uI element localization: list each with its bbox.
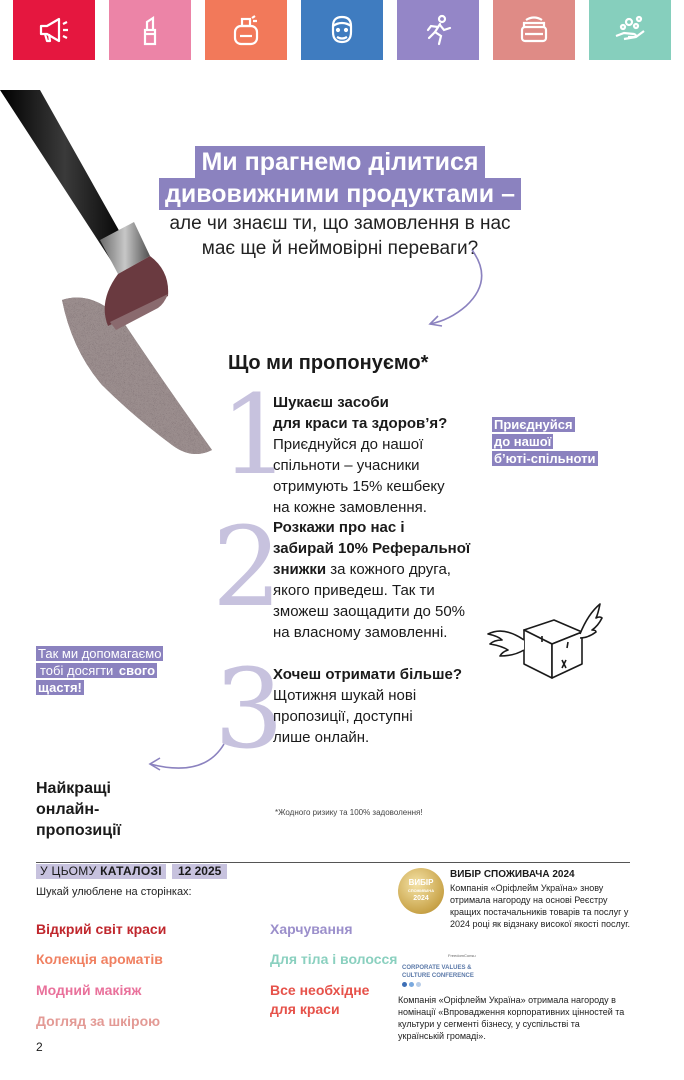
headline-line-1: Ми прагнемо ділитися bbox=[195, 146, 484, 178]
divider bbox=[36, 862, 630, 863]
category-link-beauty-essentials[interactable]: Все необхідне для краси bbox=[270, 982, 370, 1017]
tab-fragrance[interactable] bbox=[205, 0, 287, 60]
headline-sub-2: має ще й неймовірні переваги? bbox=[201, 238, 479, 259]
category-link-body-hair[interactable]: Для тіла і волосся bbox=[270, 951, 398, 967]
megaphone-icon bbox=[36, 12, 72, 48]
tab-skincare[interactable] bbox=[493, 0, 575, 60]
award-title: ВИБІР СПОЖИВАЧА 2024 bbox=[450, 869, 575, 880]
catalog-label bbox=[36, 864, 227, 879]
lipstick-icon bbox=[132, 12, 168, 48]
best-online-offers: Найкращі онлайн- пропозиції bbox=[36, 780, 122, 839]
hand-wash-icon bbox=[612, 12, 648, 48]
help-tag bbox=[36, 645, 186, 696]
help-tag-line-3: щастя! bbox=[38, 680, 82, 695]
help-tag-line-1: Так ми допомагаємо bbox=[38, 646, 162, 661]
category-link-beauty-world[interactable]: Відкрий світ краси bbox=[36, 921, 167, 937]
step-1-text: Приєднуйся до нашої спільноти – учасники отримують 15% кешбеку на кожне замовлення. bbox=[273, 436, 445, 516]
catalog-label-thin: У ЦЬОМУ bbox=[40, 864, 101, 878]
help-tag-line-2-bold: свого bbox=[118, 663, 156, 678]
step-2-text: за кожного друга, якого приведеш. Так ти зможеш заощадити до 50% на власному замовленні. bbox=[273, 561, 466, 641]
step-number-3: 3 bbox=[214, 645, 284, 773]
step-3 bbox=[273, 664, 473, 748]
category-link-nutrition[interactable]: Харчування bbox=[270, 921, 353, 937]
page-number: 2 bbox=[36, 1040, 43, 1054]
offer-title: Що ми пропонуємо* bbox=[228, 352, 429, 374]
cream-jar-icon bbox=[516, 12, 552, 48]
man-face-icon bbox=[324, 12, 360, 48]
conference-logo-dots bbox=[402, 982, 421, 987]
join-tag-line-1: Приєднуйся bbox=[494, 417, 573, 432]
step-3-title: Хочеш отримати більше? bbox=[273, 666, 463, 683]
award-text: Компанія «Оріфлейм Україна» знову отримала нагороду на основі Реєстру кращих постачальників товарів та послуг у 2024 році як відзнаку високої якості послуг. bbox=[450, 883, 630, 929]
award-source: FreedomConsu bbox=[448, 953, 476, 958]
category-link-skincare[interactable]: Догляд за шкірою bbox=[36, 1013, 161, 1029]
tab-news[interactable] bbox=[13, 0, 95, 60]
headline bbox=[140, 146, 540, 260]
join-tag-line-3: б’юті-спільноти bbox=[494, 451, 596, 466]
tab-body-hair[interactable] bbox=[589, 0, 671, 60]
badge-top: ВИБІР bbox=[408, 878, 434, 887]
perfume-icon bbox=[228, 12, 264, 48]
conference-logo: CORPORATE VALUES & CULTURE CONFERENCE bbox=[402, 965, 474, 979]
step-number-2: 2 bbox=[212, 503, 282, 631]
tab-makeup[interactable] bbox=[109, 0, 191, 60]
help-tag-line-2: тобі досягти bbox=[40, 663, 117, 678]
badge-year: 2024 bbox=[413, 895, 429, 902]
catalog-label-bold: КАТАЛОЗІ bbox=[100, 864, 162, 878]
tab-wellness[interactable] bbox=[397, 0, 479, 60]
footnote: *Жодного ризику та 100% задоволення! bbox=[275, 808, 423, 817]
tab-men[interactable] bbox=[301, 0, 383, 60]
join-tag-line-2: до нашої bbox=[494, 434, 552, 449]
headline-sub-1: але чи знаєш ти, що замовлення в нас bbox=[169, 213, 511, 234]
category-link-fragrance[interactable]: Колекція ароматів bbox=[36, 951, 163, 967]
running-person-icon bbox=[420, 12, 456, 48]
step-1-title: Шукаєш засоби для краси та здоров’я? bbox=[273, 394, 448, 432]
curved-arrow-icon bbox=[420, 246, 490, 330]
curved-arrow-left-icon bbox=[140, 740, 230, 780]
conference-text: Компанія «Оріфлейм Україна» отримала нагороду в номінації «Впровадження корпоративних цінностей та культури у сегменті бізнесу, у суспільстві та українській громаді». bbox=[398, 995, 625, 1041]
search-note: Шукай улюблене на сторінках: bbox=[36, 886, 192, 898]
flying-gift-icon bbox=[484, 600, 604, 690]
step-1 bbox=[273, 392, 473, 518]
step-2-title: Розкажи про нас і забирай 10% Реферальної знижки bbox=[273, 519, 471, 578]
join-community-tag[interactable] bbox=[492, 416, 598, 467]
category-tabs bbox=[13, 0, 671, 60]
step-2 bbox=[273, 517, 473, 643]
step-number-1: 1 bbox=[220, 371, 290, 499]
consumer-choice-badge bbox=[398, 868, 444, 914]
category-link-makeup[interactable]: Модний макіяж bbox=[36, 982, 142, 998]
badge-mid: СПОЖИВАЧА bbox=[407, 888, 435, 893]
headline-line-2: дивовижними продуктами – bbox=[159, 178, 521, 210]
step-3-text: Щотижня шукай нові пропозиції, доступні лише онлайн. bbox=[273, 687, 417, 746]
catalog-number: 12 2025 bbox=[172, 864, 227, 879]
